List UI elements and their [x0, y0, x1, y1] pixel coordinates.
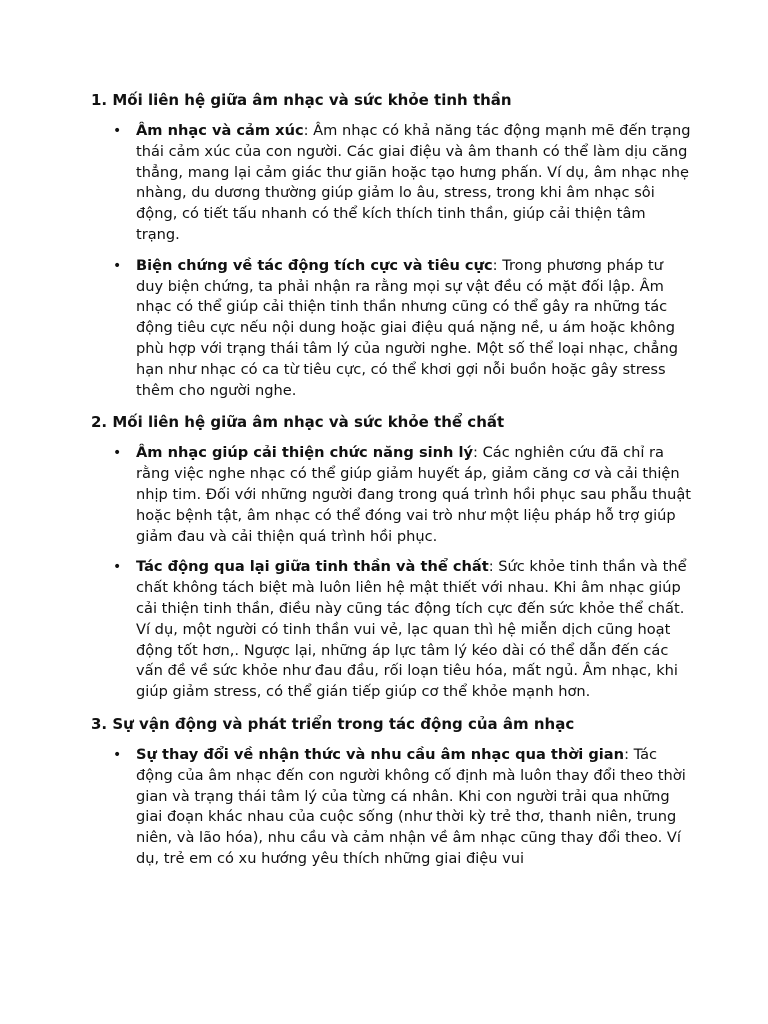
bullet-text: : Sức khỏe tinh thần và thể chất không tách biệt mà luôn liên hệ mật thiết với nhau. Khi âm nhạc giúp cải thiện tinh thần, điều này cũng tác động tích cực đến sức khỏe thể chất. Ví dụ, một người có tinh thần vui vẻ, lạc quan thì hệ miễn dịch cũng hoạt động tốt hơn,. Ngược lại, những áp lực tâm lý kéo dài có thể dẫn đến các vấn đề về sức khỏe như đau đầu, rối loạn tiêu hóa, mất ngủ. Âm nhạc, khi giúp giảm stress, có thể gián tiếp giúp cơ thể khỏe mạnh hơn.: [136, 558, 687, 701]
bullet-list: [91, 121, 691, 401]
bullet-item: [91, 557, 691, 703]
section-heading: 3. Sự vận động và phát triển trong tác động của âm nhạc: [91, 714, 575, 733]
bullet-list: [91, 745, 691, 870]
bullet-lead: Âm nhạc giúp cải thiện chức năng sinh lý: [136, 444, 474, 462]
bullet-dot-icon: •: [113, 746, 122, 763]
bullet-dot-icon: •: [113, 257, 122, 274]
bullet-item: [91, 745, 691, 870]
bullet-text: : Âm nhạc có khả năng tác động mạnh mẽ đến trạng thái cảm xúc của con người. Các giai điệu và âm thanh có thể làm dịu căng thẳng, mang lại cảm giác thư giãn hoặc tạo hưng phấn. Ví dụ, âm nhạc nhẹ nhàng, du dương thường giúp giảm lo âu, stress, trong khi âm nhạc sôi động, có tiết tấu nhanh có thể kích thích tinh thần, giúp cải thiện tâm trạng.: [136, 122, 691, 243]
bullet-text: : Trong phương pháp tư duy biện chứng, ta phải nhận ra rằng mọi sự vật đều có mặt đối lập. Âm nhạc có thể giúp cải thiện tinh thần nhưng cũng có thể gây ra những tác động tiêu cực nếu nội dung hoặc giai điệu quá nặng nề, u ám hoặc không phù hợp với trạng thái tâm lý của người nghe. Một số thể loại nhạc, chẳng hạn như nhạc có ca từ tiêu cực, có thể khơi gợi nỗi buồn hoặc gây stress thêm cho người nghe.: [136, 256, 679, 399]
section-heading: 1. Mối liên hệ giữa âm nhạc và sức khỏe tinh thần: [91, 91, 512, 109]
bullet-item: [91, 443, 691, 547]
section-heading: 2. Mối liên hệ giữa âm nhạc và sức khỏe thể chất: [91, 413, 505, 432]
bullet-text: : Tác động của âm nhạc đến con người không cố định mà luôn thay đổi theo thời gian và trạng thái tâm lý của từng cá nhân. Khi con người trải qua những giai đoạn khác nhau của cuộc sống (như thời kỳ trẻ thơ, thanh niên, trung niên, và lão hóa), nhu cầu và cảm nhận về âm nhạc cũng thay đổi theo. Ví dụ, trẻ em có xu hướng yêu thích những giai điệu vui: [136, 745, 686, 867]
bullet-dot-icon: •: [113, 123, 122, 139]
bullet-dot-icon: •: [113, 445, 122, 462]
bullet-lead: Âm nhạc và cảm xúc: [136, 122, 304, 139]
bullet-lead: Sự thay đổi về nhận thức và nhu cầu âm nhạc qua thời gian: [136, 745, 625, 763]
bullet-lead: Biện chứng về tác động tích cực và tiêu cực: [136, 256, 493, 274]
bullet-lead: Tác động qua lại giữa tinh thần và thể chất: [136, 558, 489, 576]
bullet-dot-icon: •: [113, 559, 122, 576]
bullet-item: [91, 121, 691, 246]
document-body: [91, 89, 691, 880]
bullet-list: [91, 443, 691, 703]
bullet-item: [91, 256, 691, 402]
bullet-text: : Các nghiên cứu đã chỉ ra rằng việc nghe nhạc có thể giúp giảm huyết áp, giảm căng cơ và cải thiện nhịp tim. Đối với những người đang trong quá trình hồi phục sau phẫu thuật hoặc bệnh tật, âm nhạc có thể đóng vai trò như một liệu pháp hỗ trợ giúp giảm đau và cải thiện quá trình hồi phục.: [136, 444, 692, 545]
